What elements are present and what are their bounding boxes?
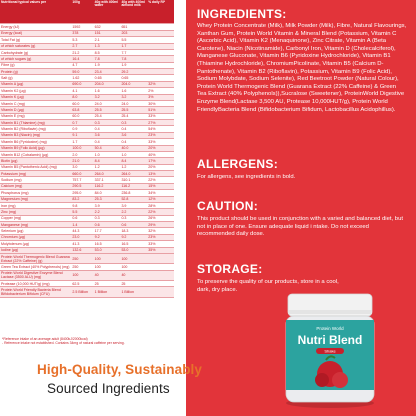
nutrient-value-cell: 83.2 <box>71 196 93 202</box>
nutrient-value-cell: 151 <box>94 30 121 36</box>
nutrient-name-cell: Vitamin K (µg) <box>0 94 71 100</box>
nutrient-value-cell: 40% <box>147 151 174 157</box>
nutrient-name-cell: Calcium (mg) <box>0 183 71 189</box>
nutrient-name-cell: Manganese (mg) <box>0 222 71 228</box>
blend-name-cell: Protease (10,000 HUT/g) (mg) <box>0 281 71 287</box>
tub-brand-label: Protein World <box>316 326 344 331</box>
nutrient-name-cell: Vitamin D (µg) <box>0 107 71 113</box>
product-tub-image <box>278 290 382 408</box>
nutrient-value-cell: 24.0 <box>94 100 121 106</box>
blend-value-cell: 25 <box>94 281 121 287</box>
nutrient-value-cell: 25.5 <box>120 107 147 113</box>
nutrient-name-cell: Magnesium (mg) <box>0 196 71 202</box>
nutrient-value-cell: 2.2 <box>120 209 147 215</box>
nutrient-value-cell: 24.0 <box>120 100 147 106</box>
nutrient-name-cell: Zinc (mg) <box>0 209 71 215</box>
nutrient-value-cell: 23% <box>147 132 174 138</box>
nutrient-value-cell: 378 <box>71 30 93 36</box>
nutrient-value-cell: 1.4 <box>71 222 93 228</box>
blend-empty-cell <box>147 270 174 280</box>
nutrient-name-cell: of which sugars (g) <box>0 56 71 62</box>
nutrient-value-cell: 0.65 <box>94 75 121 81</box>
blend-row <box>0 287 174 297</box>
nutrient-value-cell: 84.0 <box>94 190 121 196</box>
nutrient-value-cell: 18.3 <box>120 228 147 234</box>
nutrient-value-cell: 28% <box>147 202 174 208</box>
nutrient-value-cell: 8.4 <box>120 158 147 164</box>
table-header-row <box>0 0 174 24</box>
nutrient-value-cell: 203 <box>120 30 147 36</box>
nutrient-value-cell: 7.7 <box>120 49 147 55</box>
nutrient-value-cell: 26% <box>147 215 174 221</box>
blend-row <box>0 253 174 263</box>
nutrient-value-cell: 25.3 <box>94 196 121 202</box>
nutrient-value-cell: 27% <box>147 120 174 126</box>
nutrient-name-cell: Vitamin B1 (Thiamine) (mg) <box>0 120 71 126</box>
nutrient-name-cell: Selenium (µg) <box>0 228 71 234</box>
ingredients-title: INGREDIENTS: <box>197 7 287 21</box>
nutrient-value-cell: 22% <box>147 209 174 215</box>
footnote: - Reference intake not established. Contains 34mg of natural caffeine per serving. <box>2 341 125 346</box>
nutrient-value-cell: 290.5 <box>71 183 93 189</box>
nutrient-value-cell: 25.4 <box>120 113 147 119</box>
nutrient-value-cell: 16.5 <box>120 241 147 247</box>
nutrient-value-cell: 0.6 <box>94 222 121 228</box>
nutrient-name-cell: Vitamin C (mg) <box>0 100 71 106</box>
nutrient-value-cell: 33% <box>147 113 174 119</box>
nutrient-value-cell: 15% <box>147 183 174 189</box>
nutrient-value-cell: 3.9 <box>120 202 147 208</box>
nutrient-value-cell: 63.8 <box>71 107 93 113</box>
ingredients-text: Whey Protein Concentrate (Milk), Milk Powder (Milk), Fibre, Natural Flavourings, Xanthan Gum, Protein World Vitamin & Mineral Blend (Potassium, Vitamin C (Ascorbic Acid), Vitamin K2 (Menaquinone), Zinc Citrate, Vitamin A (Beta Carotene), Niacin (Nicotinamide), Carbonyl Iron, Vitamin D (Cholecalciferol), Manganese Gluconate, Vitamin B6 (Pyridoxine Hydrochloride), Vitamin B1 (Thiamine Hydrochloride), ChromiumPicolinate, Vitamin B5 (Calcium D-Pantothenate), Vitamin B2 (Riboflavin), Potassium, Vitamin B9 (Folic Acid), Sodium Molybdate, Sodium Selenite), Red Beetroot Powder (Natural Colour), Protein World Thermogenic Blend (Guarana Extract (22% Caffeine) & Green Tea Extract (40% Polyphenols)),Sucralose (Sweetener), ProteinWorld Digestive Enzyme Blend(Lactase 3,500 AU, Protease 10,000HUT/g), Protein World FriendlyBacteria Blend (Bifidobacterium Bifidum, Lactobacillus Acidophillus). <box>197 23 407 113</box>
nutrient-value-cell: 35% <box>147 247 174 253</box>
nutrient-value-cell: 16.5 <box>94 241 121 247</box>
nutrient-value-cell: 9.8 <box>71 202 93 208</box>
nutrient-value-cell: 22% <box>147 177 174 183</box>
nutrient-value-cell: 1.9 <box>94 62 121 68</box>
nutrient-value-cell: 32% <box>147 228 174 234</box>
nutrient-value-cell: 0.9 <box>71 126 93 132</box>
table-footnotes <box>2 337 172 345</box>
nutrient-name-cell: Vitamin B2 (Riboflavin) (mg) <box>0 126 71 132</box>
nutrient-value-cell: 20% <box>147 145 174 151</box>
blend-value-cell: 100 <box>94 253 121 263</box>
blend-value-cell: 1 Billion <box>94 287 121 297</box>
blend-value-cell: 40 <box>94 270 121 280</box>
nutrient-value-cell: 2.2 <box>94 209 121 215</box>
nutrient-value-cell: 337.1 <box>94 177 121 183</box>
nutrient-value-cell: 1.2 <box>120 164 147 170</box>
nutrient-name-cell: Protein (g) <box>0 69 71 75</box>
nutrient-value-cell: 23% <box>147 234 174 240</box>
nutrient-value-cell: 33% <box>147 139 174 145</box>
nutrient-value-cell: 0.4 <box>120 139 147 145</box>
caution-text: This product should be used in conjunction with a varied and balanced diet, but not in place of one. Ensure adequate liquid i ntake. Do not exceed recommended daily dose. <box>197 216 403 238</box>
nutrient-value-cell: 651 <box>120 24 147 30</box>
nutrient-value-cell: 3.0 <box>71 164 93 170</box>
nutrient-value-cell: 310.1 <box>120 177 147 183</box>
nutrient-value-cell: 54% <box>147 126 174 132</box>
nutrient-value-cell: 21.0 <box>71 158 93 164</box>
blend-value-cell: 100 <box>94 264 121 270</box>
nutrient-value-cell: 264.0 <box>120 171 147 177</box>
nutrient-value-cell: 41.3 <box>71 241 93 247</box>
nutrient-value-cell: 1.7 <box>120 43 147 49</box>
allergens-text: For allergens, see ingredients in bold. <box>197 174 296 180</box>
blend-value-cell: 100 <box>120 253 147 263</box>
nutrient-value-cell: 5.3 <box>71 37 93 43</box>
nutrient-name-cell: Energy (kJ) <box>0 24 71 30</box>
nutrient-value-cell: 0.7 <box>71 120 93 126</box>
nutrient-value-cell: 8.0 <box>71 94 93 100</box>
nutrient-name-cell: Vitamin B5 (Pantothenic Acid) (mg) <box>0 164 71 170</box>
nutrient-value-cell: 30% <box>147 100 174 106</box>
nutrient-name-cell: Vitamin B9 (Folic Acid) (µg) <box>0 145 71 151</box>
blend-value-cell: 2.5 Billion <box>71 287 93 297</box>
blend-name-cell: Protein World Friendly Bacteria Blend Bifidobacterium Bifidum (CFU) <box>0 287 71 297</box>
nutrient-value-cell: 1592 <box>71 24 93 30</box>
nutrient-name-cell: Molybdenum (µg) <box>0 241 71 247</box>
nutrient-name-cell: Phosphorus (mg) <box>0 190 71 196</box>
nutrient-value-cell: 52.8 <box>120 196 147 202</box>
tub-product-name: Nutri Blend <box>297 333 363 347</box>
nutrient-value-cell: 2.7 <box>71 43 93 49</box>
nutrient-value-cell: 204.0 <box>94 81 121 87</box>
blend-value-cell: 100 <box>120 264 147 270</box>
blend-row <box>0 270 174 280</box>
nutrient-value-cell: 295.0 <box>71 190 93 196</box>
nutrient-value-cell: 53.0 <box>120 247 147 253</box>
nutrient-value-cell: 690.0 <box>71 81 93 87</box>
nutrient-value-cell: 632 <box>94 24 121 30</box>
nutrient-name-cell: Total Fat (g) <box>0 37 71 43</box>
nutrient-name-cell: Potassium (mg) <box>0 171 71 177</box>
blend-value-cell: 25 <box>120 281 147 287</box>
blend-value-cell: 1 Billion <box>120 287 147 297</box>
blend-value-cell: 100 <box>71 270 93 280</box>
table-header-cell: 100g <box>71 0 93 24</box>
nutrient-value-cell: 8.4 <box>94 158 121 164</box>
tagline-line-1: High-Quality, Sustainably <box>37 362 203 377</box>
nutrient-value-cell: 33% <box>147 241 174 247</box>
tagline-line-2: Sourced Ingredients <box>47 381 170 396</box>
blend-name-cell: Protein World Digestive Enzyme Blend Lactase (3500 ALU) (mg) <box>0 270 71 280</box>
nutrient-value-cell: 8.5 <box>94 49 121 55</box>
nutrient-value-cell: 0.3 <box>94 215 121 221</box>
nutrient-value-cell: 25.5 <box>94 107 121 113</box>
nutrient-value-cell: 1.2 <box>94 164 121 170</box>
nutrient-value-cell: 20% <box>147 164 174 170</box>
nutrient-value-cell: 17.7 <box>94 228 121 234</box>
nutrient-value-cell: 5.5 <box>120 37 147 43</box>
nutrient-name-cell: Fibre (g) <box>0 62 71 68</box>
nutrient-value-cell: 50.4 <box>94 145 121 151</box>
nutrient-value-cell: 12% <box>147 196 174 202</box>
nutrient-name-cell: Vitamin E (mg) <box>0 113 71 119</box>
nutrient-name-cell: Sodium (mg) <box>0 177 71 183</box>
nutrient-value-cell: 1.0 <box>120 151 147 157</box>
nutrient-value-cell: 1.62 <box>71 75 93 81</box>
nutrient-value-cell: 60.0 <box>71 100 93 106</box>
nutrient-value-cell: 7.8 <box>94 56 121 62</box>
nutrient-value-cell: 7.8 <box>120 56 147 62</box>
nutrient-value-cell: 2% <box>147 88 174 94</box>
nutrient-value-cell: 264.0 <box>94 171 121 177</box>
nutrient-value-cell: 3.6 <box>120 132 147 138</box>
nutrient-value-cell: 16.4 <box>71 56 93 62</box>
nutrient-value-cell: 236.8 <box>120 190 147 196</box>
nutrient-name-cell: Vitamin B6 (Pyridoxine) (mg) <box>0 139 71 145</box>
nutrient-value-cell: 51% <box>147 107 174 113</box>
nutrient-value-cell: 3.6 <box>94 132 121 138</box>
nutrient-value-cell: 1.9 <box>120 62 147 68</box>
nutrient-value-cell: 1.6 <box>94 88 121 94</box>
blend-value-cell: 250 <box>71 264 93 270</box>
nutrient-value-cell: 3% <box>147 94 174 100</box>
nutrient-value-cell: 1.3 <box>94 43 121 49</box>
nutrient-value-cell: 757.7 <box>71 177 93 183</box>
nutrient-value-cell: 9.1 <box>71 132 93 138</box>
storage-title: STORAGE: <box>197 262 263 276</box>
nutrient-value-cell: 1.0 <box>94 151 121 157</box>
blend-empty-cell <box>147 287 174 297</box>
nutrient-value-cell: 1.6 <box>120 88 147 94</box>
nutrient-value-cell: 3.2 <box>94 94 121 100</box>
nutrient-value-cell: 116.2 <box>94 183 121 189</box>
nutrition-table <box>0 0 174 298</box>
nutrient-name-cell: Energy (kcal) <box>0 30 71 36</box>
nutrient-value-cell: 0.3 <box>120 120 147 126</box>
nutrient-value-cell: 60.0 <box>71 113 93 119</box>
nutrient-name-cell: Salt (g) <box>0 75 71 81</box>
table-header-cell: 40g with 400ml almond milk <box>120 0 147 24</box>
nutrient-value-cell: 59.0 <box>71 69 93 75</box>
nutrient-value-cell: 3.9 <box>94 202 121 208</box>
nutrient-value-cell: 0.3 <box>94 120 121 126</box>
nutrient-value-cell: 34% <box>147 190 174 196</box>
nutrient-name-cell: Iron (mg) <box>0 202 71 208</box>
nutrient-value-cell: 53.0 <box>94 247 121 253</box>
nutrition-table-panel <box>0 0 174 352</box>
nutrient-value-cell: 17% <box>147 158 174 164</box>
nutrient-value-cell: 29.2 <box>120 69 147 75</box>
nutrient-name-cell: Iodine (µg) <box>0 247 71 253</box>
nutrient-value-cell: 2.1 <box>94 37 121 43</box>
nutrient-value-cell: 4.1 <box>71 88 93 94</box>
nutrient-value-cell: 23.0 <box>71 234 93 240</box>
table-header-cell: 40g with 400ml water <box>94 0 121 24</box>
nutrient-value-cell: 100.0 <box>71 145 93 151</box>
blend-name-cell: Green Tea Extract (40% Polyphenols) (mg) <box>1 264 70 269</box>
nutrient-name-cell: of which saturates (g) <box>0 43 71 49</box>
nutrient-name-cell: Vitamin B3 (Niacin) (mg) <box>0 132 71 138</box>
table-header-cell: Nutritional typical values per <box>0 0 71 24</box>
nutrient-value-cell: 40.0 <box>120 145 147 151</box>
nutrient-name-cell: Carbohydrate (g) <box>0 49 71 55</box>
nutrient-value-cell: 25.4 <box>94 113 121 119</box>
caution-title: CAUTION: <box>197 199 259 213</box>
nutrient-value-cell: 660.0 <box>71 171 93 177</box>
nutrient-value-cell: 0.6 <box>71 215 93 221</box>
nutrient-name-cell: Vitamin K2 (µg) <box>0 88 71 94</box>
nutrient-value-cell: 0.3 <box>120 215 147 221</box>
blend-value-cell: 40 <box>120 270 147 280</box>
nutrient-value-cell: 9.2 <box>120 234 147 240</box>
nutrient-value-cell: 9.2 <box>94 234 121 240</box>
nutrient-value-cell: 4.7 <box>71 62 93 68</box>
blend-value-cell: 62.5 <box>71 281 93 287</box>
nutrient-value-cell: 13% <box>147 171 174 177</box>
table-header-cell: % daily RI* <box>147 0 174 24</box>
nutrient-value-cell: 29% <box>147 222 174 228</box>
nutrient-value-cell: 3.2 <box>120 94 147 100</box>
nutrient-value-cell: 0.4 <box>94 139 121 145</box>
nutrient-value-cell: 44.3 <box>71 228 93 234</box>
nutrient-name-cell: Chromium (µg) <box>0 234 71 240</box>
nutrient-name-cell: Vitamin B12 (Cobalamin) (µg) <box>0 151 71 157</box>
nutrient-name-cell: Biotin (µg) <box>0 158 71 164</box>
nutrient-value-cell: 132.6 <box>71 247 93 253</box>
nutrient-value-cell: 1.7 <box>71 139 93 145</box>
nutrient-value-cell: 0.65 <box>120 75 147 81</box>
nutrient-value-cell: 32% <box>147 81 174 87</box>
allergens-title: ALLERGENS: <box>197 157 278 171</box>
nutrient-value-cell: 0.4 <box>120 126 147 132</box>
nutrient-value-cell: 204.0 <box>120 81 147 87</box>
tub-sub-label: Shake <box>324 348 336 354</box>
blend-empty-cell <box>147 253 174 263</box>
nutrient-value-cell: 21.2 <box>71 49 93 55</box>
nutrient-name-cell: Vitamin A (µg) <box>0 81 71 87</box>
nutrient-value-cell: 23.4 <box>94 69 121 75</box>
blend-name-cell: Protein World Thermogenic Blend Guarana Extract (22% Caffeine) (g) <box>1 254 70 263</box>
nutrient-value-cell: 5.5 <box>71 209 93 215</box>
storage-text: To preserve the quality of our products, store in a cool, dark, dry place. <box>197 279 339 293</box>
blend-value-cell: 250 <box>71 253 93 263</box>
nutrient-value-cell: 2.0 <box>71 151 93 157</box>
footnote: *Reference intake of an average adult (8400kJ/2000kcal) <box>2 337 88 341</box>
nutrient-name-cell: Copper (mg) <box>0 215 71 221</box>
nutrient-value-cell: 116.2 <box>120 183 147 189</box>
nutrient-value-cell: 0.4 <box>94 126 121 132</box>
nutrient-value-cell: 0.6 <box>120 222 147 228</box>
